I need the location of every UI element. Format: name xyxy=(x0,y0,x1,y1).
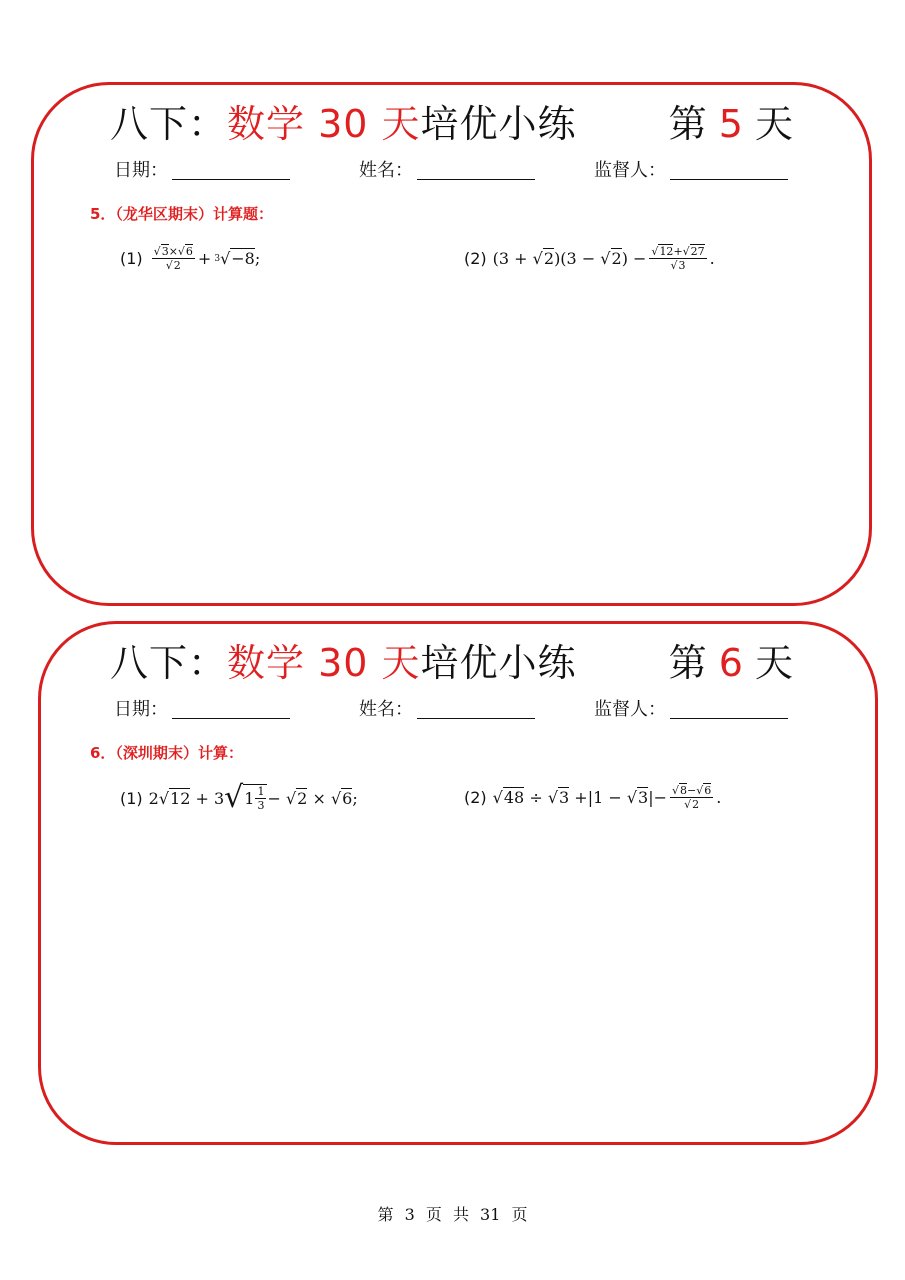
question-label: (1) xyxy=(120,788,143,808)
question-label: (2) xyxy=(464,788,487,807)
date-field xyxy=(114,698,290,722)
title-highlight: 数学 30 天 xyxy=(227,102,421,146)
question-2: (2) (3 + √2)(3 − √2) − $\frac{√12+√27}{√3}$ . xyxy=(464,245,715,272)
day-suffix: 天 xyxy=(742,102,793,146)
practice-card-day-5 xyxy=(31,82,872,606)
practice-card-day-6 xyxy=(38,621,878,1145)
date-field xyxy=(114,159,290,183)
page-footer: 第 3 页 共 31 页 xyxy=(377,1205,528,1224)
math-fraction: $\frac{√12+√27}{√3}$ xyxy=(651,245,705,272)
day-prefix: 第 xyxy=(668,641,719,685)
supervisor-label: 监督人： xyxy=(594,699,666,720)
title-suffix: 培优小练 xyxy=(420,641,577,685)
title-highlight: 数学 30 天 xyxy=(227,641,421,685)
question-1: (1) 2√12 + 3 √ 1 $\frac{1}{3}$ − √2 × √6; xyxy=(120,780,358,815)
date-label: 日期： xyxy=(114,160,168,181)
supervisor-field xyxy=(594,698,788,722)
question-2: (2) √48 ÷ √3 +|1 − √3|− $\frac{√8-√6}{√2}$ . xyxy=(464,784,722,811)
problem-heading: 5．（龙华区期末）计算题： xyxy=(90,205,273,223)
day-number: 5 xyxy=(718,102,743,146)
title-suffix: 培优小练 xyxy=(420,102,577,146)
supervisor-field xyxy=(594,159,788,183)
question-label: (2) xyxy=(464,249,487,268)
card-title xyxy=(110,101,577,147)
date-blank[interactable] xyxy=(172,698,290,719)
name-blank[interactable] xyxy=(417,698,535,719)
day-indicator xyxy=(669,101,793,147)
math-fraction: $\frac{√3\times√6}{√2}$ xyxy=(153,245,193,272)
name-field xyxy=(359,698,535,722)
name-label: 姓名： xyxy=(359,699,413,720)
day-prefix: 第 xyxy=(668,102,719,146)
name-field xyxy=(359,159,535,183)
title-prefix: 八下： xyxy=(110,641,228,685)
problem-heading: 6．（深圳期末）计算： xyxy=(90,744,243,762)
supervisor-label: 监督人： xyxy=(594,160,666,181)
math-fraction: $\frac{√8-√6}{√2}$ xyxy=(672,784,712,811)
question-label: (1) xyxy=(120,249,143,268)
date-label: 日期： xyxy=(114,699,168,720)
day-suffix: 天 xyxy=(742,641,793,685)
supervisor-blank[interactable] xyxy=(670,159,788,180)
name-label: 姓名： xyxy=(359,160,413,181)
name-blank[interactable] xyxy=(417,159,535,180)
date-blank[interactable] xyxy=(172,159,290,180)
title-prefix: 八下： xyxy=(110,102,228,146)
supervisor-blank[interactable] xyxy=(670,698,788,719)
day-indicator xyxy=(669,640,793,686)
question-1: (1) $\frac{√3\times√6}{√2}$ + 3 √−8; xyxy=(120,245,261,272)
card-title xyxy=(110,640,577,686)
day-number: 6 xyxy=(718,641,743,685)
